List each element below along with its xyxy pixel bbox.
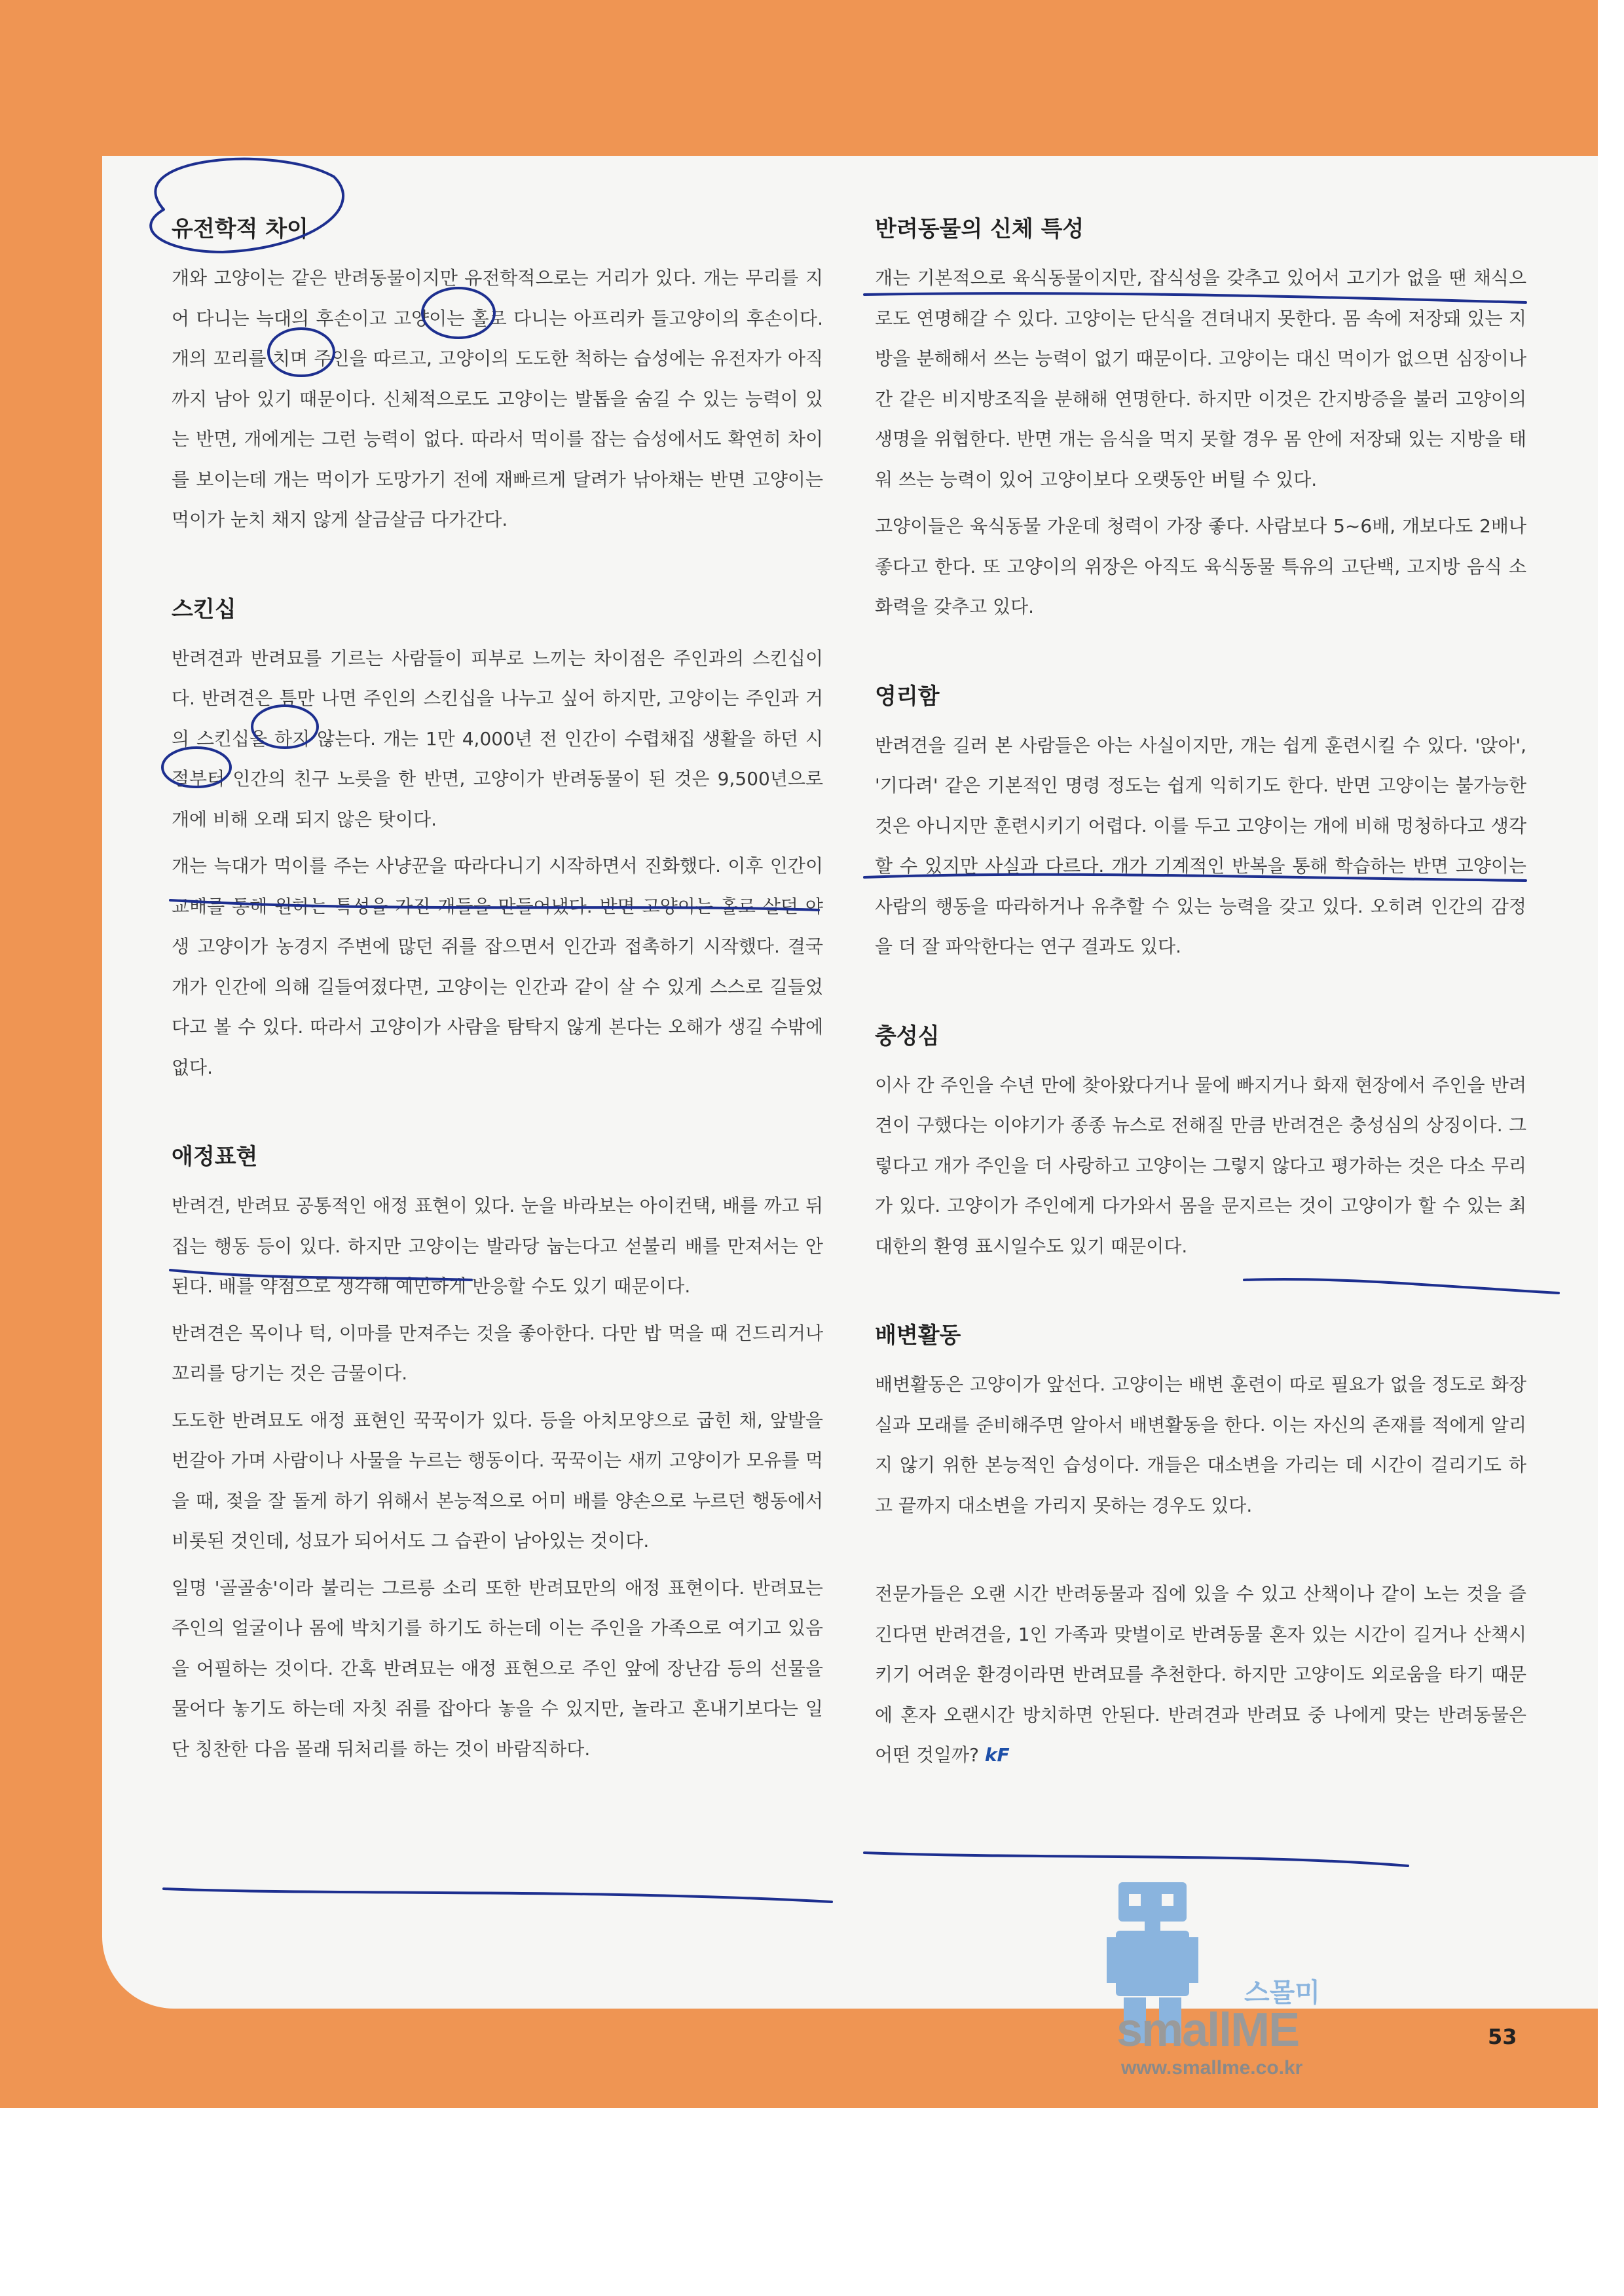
paragraph: 반려견은 목이나 턱, 이마를 만져주는 것을 좋아한다. 다만 밥 먹을 때 건드리거나 꼬리를 당기는 것은 금물이다. xyxy=(172,1322,823,1384)
paragraph: 개는 늑대가 먹이를 주는 사냥꾼을 따라다니기 시작하면서 진화했다. 이후 인간이 교배를 통해 원하는 특성을 가진 개들을 만들어냈다. 반면 고양이는 홀로 살던 야생 고양이가 농경지 주변에 많던 쥐를 잡으면서 인간과 접촉하기 시작했다. 결국 개가 인간에 의해 길들여졌다면, 고양이는 인간과 같이 살 수 있게 스스로 길들었다고 볼 수 있다. 따라서 고양이가 사람을 탐탁지 않게 본다는 오해가 생길 수밖에 없다. xyxy=(172,855,823,1078)
paragraph: 배변활동은 고양이가 앞선다. 고양이는 배변 훈련이 따로 필요가 없을 정도로 화장실과 모래를 준비해주면 알아서 배변활동을 한다. 이는 자신의 존재를 적에게 알리지 않기 위한 본능적인 습성이다. 개들은 대소변을 가리는 데 시간이 걸리기도 하고 끝까지 대소변을 가리지 못하는 경우도 있다. xyxy=(875,1374,1526,1516)
page-number: 53 xyxy=(1488,2024,1517,2049)
brand-korean: 스몰미 xyxy=(1244,1978,1320,2008)
closing-text: 전문가들은 오랜 시간 반려동물과 집에 있을 수 있고 산책이나 같이 노는 것을 즐긴다면 반려견을, 1인 가족과 맞벌이로 반려동물 혼자 있는 시간이 길거나 산책시키기 어려운 환경이라면 반려묘를 추천한다. 하지만 고양이도 외로움을 타기 때문에 혼자 오랜시간 방치하면 안된다. 반려견과 반려묘 중 나에게 맞는 반려동물은 어떤 것일까? xyxy=(875,1583,1526,1766)
section-affection xyxy=(172,1136,823,1769)
paragraph: 반려견과 반려묘를 기르는 사람들이 피부로 느끼는 차이점은 주인과의 스킨십이다. 반려견은 틈만 나면 주인의 스킨십을 나누고 싶어 하지만, 고양이는 주인과 거의 스킨십을 하지 않는다. 개는 1만 4,000년 전 인간이 수렵채집 생활을 하던 시절부터 인간의 친구 노릇을 한 반면, 고양이가 반려동물이 된 것은 9,500년으로 개에 비해 오래 되지 않은 탓이다. xyxy=(172,647,823,830)
paragraph: 개와 고양이는 같은 반려동물이지만 유전학적으로는 거리가 있다. 개는 무리를 지어 다니는 늑대의 후손이고 고양이는 홀로 다니는 아프리카 들고양이의 후손이다. 개의 꼬리를 치며 주인을 따르고, 고양이의 도도한 척하는 습성에는 유전자가 아직까지 남아 있기 때문이다. 신체적으로도 고양이는 발톱을 숨길 수 있는 능력이 있는 반면, 개에게는 그런 능력이 없다. 따라서 먹이를 잡는 습성에서도 확연히 차이를 보이는데 개는 먹이가 도망가기 전에 재빠르게 달려가 낚아채는 반면 고양이는 먹이가 눈치 채지 않게 살금살금 다가간다. xyxy=(172,267,823,530)
section-intelligence xyxy=(875,676,1526,967)
section-title: 유전학적 차이 xyxy=(172,216,308,242)
brand-logo: smallME xyxy=(1116,2004,1299,2056)
left-column xyxy=(172,208,823,1795)
section-genetic xyxy=(172,208,823,540)
section-body-traits xyxy=(875,208,1526,627)
section-title: 반려동물의 신체 특성 xyxy=(875,216,1084,242)
section-title: 애정표현 xyxy=(172,1144,258,1170)
paragraph: 이사 간 주인을 수년 만에 찾아왔다거나 물에 빠지거나 화재 현장에서 주인을 반려견이 구했다는 이야기가 종종 뉴스로 전해질 만큼 반려견은 충성심의 상징이다. 그렇다고 개가 주인을 더 사랑하고 고양이는 그렇지 않다고 평가하는 것은 다소 무리가 있다. 고양이가 주인에게 다가와서 몸을 문지르는 것이 고양이가 할 수 있는 최대한의 환영 표시일수도 있기 때문이다. xyxy=(875,1074,1526,1257)
paragraph: 일명 '골골송'이라 불리는 그르릉 소리 또한 반려묘만의 애정 표현이다. 반려묘는 주인의 얼굴이나 몸에 박치기를 하기도 하는데 이는 주인을 가족으로 여기고 있음을 어필하는 것이다. 간혹 반려묘는 애정 표현으로 주인 앞에 장난감 등의 선물을 물어다 놓기도 하는데 자칫 쥐를 잡아다 놓을 수 있지만, 놀라고 혼내기보다는 일단 칭찬한 다음 몰래 뒤처리를 하는 것이 바람직하다. xyxy=(172,1576,823,1760)
paragraph: 반려견, 반려묘 공통적인 애정 표현이 있다. 눈을 바라보는 아이컨택, 배를 까고 뒤집는 행동 등이 있다. 하지만 고양이는 발라당 눕는다고 섣불리 배를 만져서는 안된다. 배를 약점으로 생각해 예민하게 반응할 수도 있기 때문이다. xyxy=(172,1195,823,1297)
section-title: 충성심 xyxy=(875,1023,940,1049)
section-skinship xyxy=(172,589,823,1088)
brand-url: www.smallme.co.kr xyxy=(1121,2057,1303,2079)
section-title: 영리함 xyxy=(875,683,940,710)
paragraph xyxy=(875,1574,1526,1776)
section-title: 스킨십 xyxy=(172,596,236,623)
section-title: 배변활동 xyxy=(875,1322,961,1349)
paragraph: 도도한 반려묘도 애정 표현인 꾹꾹이가 있다. 등을 아치모양으로 굽힌 채, 앞발을 번갈아 가며 사람이나 사물을 누르는 행동이다. 꾹꾹이는 새끼 고양이가 모유를 먹을 때, 젖을 잘 돌게 하기 위해서 본능적으로 어미 배를 양손으로 누르던 행동에서 비롯된 것인데, 성묘가 되어서도 그 습관이 남아있는 것이다. xyxy=(172,1409,823,1552)
section-excretion xyxy=(875,1315,1526,1525)
closing-section xyxy=(875,1574,1526,1776)
right-column xyxy=(875,208,1526,1802)
paragraph: 반려견을 길러 본 사람들은 아는 사실이지만, 개는 쉽게 훈련시킬 수 있다. '앉아', '기다려' 같은 기본적인 명령 정도는 쉽게 익히기도 한다. 반면 고양이는 불가능한 것은 아니지만 훈련시키기 어렵다. 이를 두고 고양이는 개에 비해 멍청하다고 생각할 수 있지만 사실과 다르다. 개가 기계적인 반복을 통해 학습하는 반면 고양이는 사람의 행동을 따라하거나 유추할 수 있는 능력을 갖고 있다. 오히려 인간의 감정을 더 잘 파악한다는 연구 결과도 있다. xyxy=(875,734,1526,957)
kf-mark: kF xyxy=(984,1744,1010,1766)
section-loyalty xyxy=(875,1015,1526,1267)
paragraph: 개는 기본적으로 육식동물이지만, 잡식성을 갖추고 있어서 고기가 없을 땐 채식으로도 연명해갈 수 있다. 고양이는 단식을 견뎌내지 못한다. 몸 속에 저장돼 있는 지방을 분해해서 쓰는 능력이 없기 때문이다. 고양이는 대신 먹이가 없으면 심장이나 간 같은 비지방조직을 분해해 연명한다. 하지만 이것은 간지방증을 불러 고양이의 생명을 위협한다. 반면 개는 음식을 먹지 못할 경우 몸 안에 저장돼 있는 지방을 태워 쓰는 능력이 있어 고양이보다 오랫동안 버틸 수 있다. xyxy=(875,267,1526,490)
paragraph: 고양이들은 육식동물 가운데 청력이 가장 좋다. 사람보다 5~6배, 개보다도 2배나 좋다고 한다. 또 고양이의 위장은 아직도 육식동물 특유의 고단백, 고지방 음식 소화력을 갖추고 있다. xyxy=(875,515,1526,617)
